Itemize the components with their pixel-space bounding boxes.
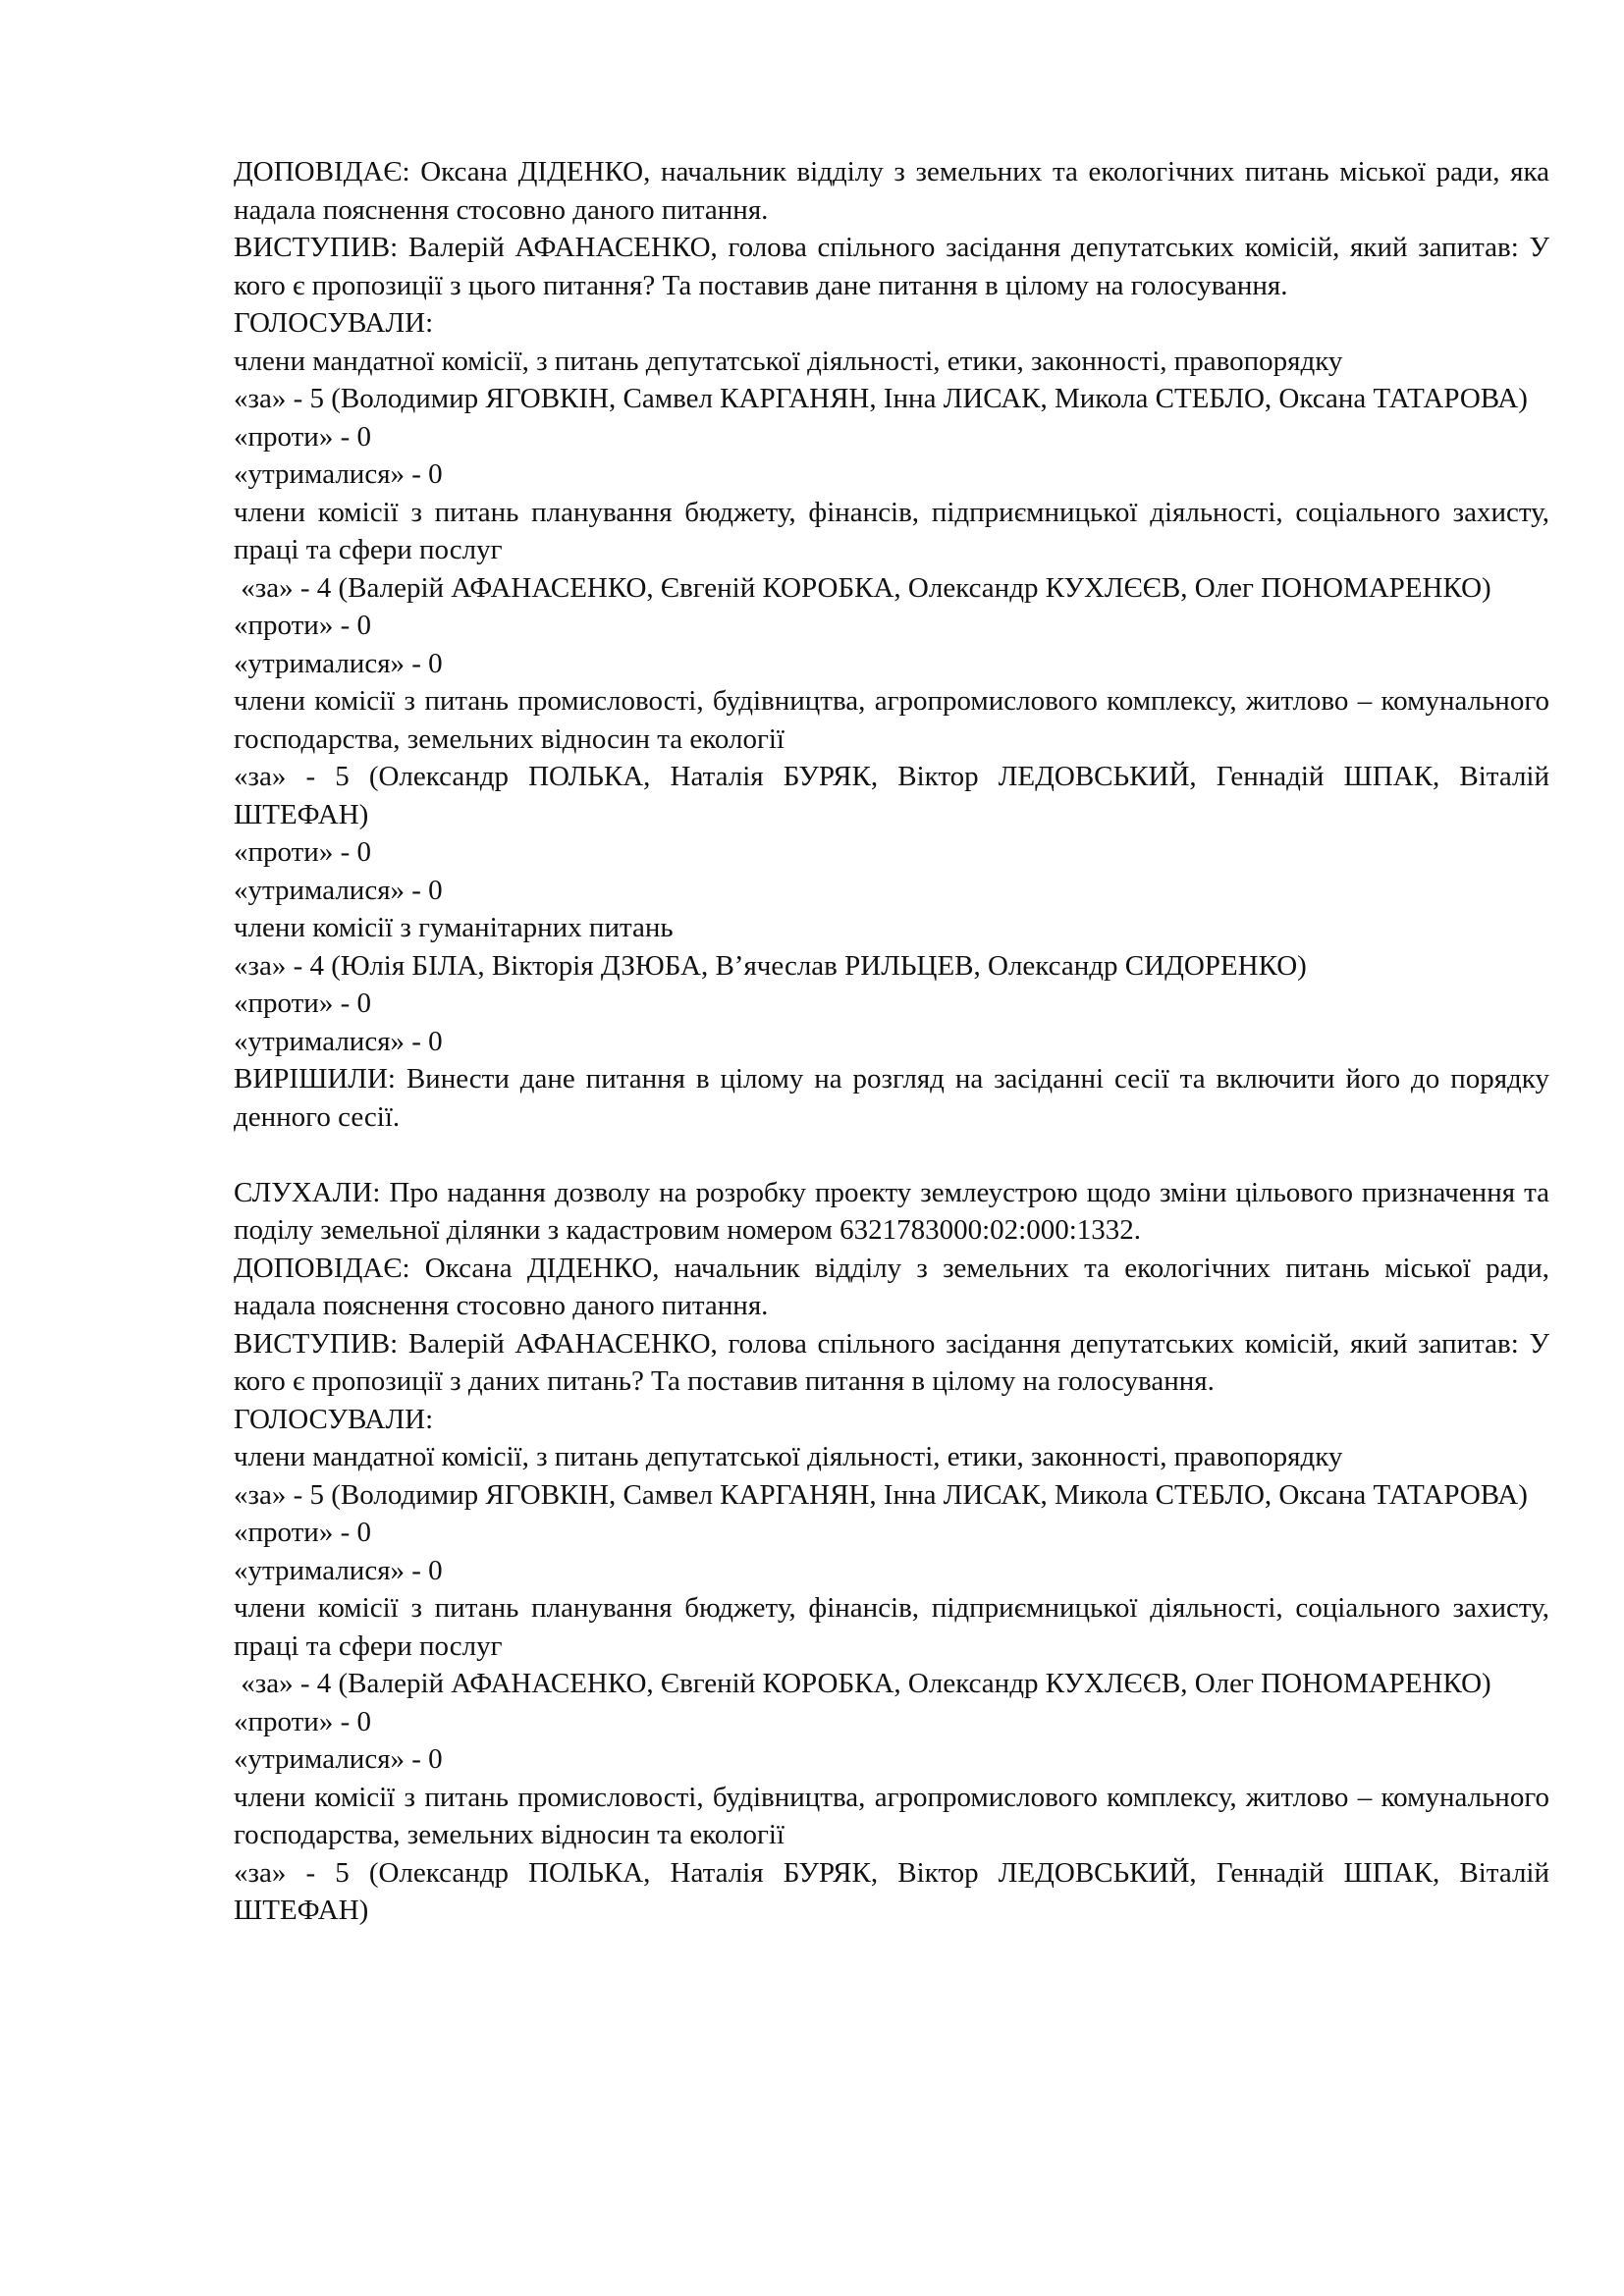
paragraph-votes-for-1a: «за» - 5 (Володимир ЯГОВКІН, Самвел КАРГАНЯН, Інна ЛИСАК, Микола СТЕБЛО, Оксана ТАТАРОВА)	[234, 383, 1528, 414]
paragraph-votes-abstained-1d: «утрималися» - 0	[234, 1025, 443, 1057]
paragraph-votes-abstained-1a: «утрималися» - 0	[234, 458, 443, 490]
paragraph-votes-against-1b: «проти» - 0	[234, 610, 371, 641]
paragraph-committee-humanitarian-1: члени комісії з гуманітарних питань	[234, 912, 674, 943]
paragraph-committee-industry-1: члени комісії з питань промисловості, будівництва, агропромислового комплексу, житлово – комунального господарства, земельних відносин та екології	[234, 685, 1557, 755]
paragraph-votes-for-2c: «за» - 5 (Олександр ПОЛЬКА, Наталія БУРЯК, Віктор ЛЕДОВСЬКИЙ, Геннадій ШПАК, Віталій ШТЕФАН)	[234, 1856, 1557, 1926]
paragraph-committee-mandate-1: члени мандатної комісії, з питань депутатської діяльності, етики, законності, правопорядку	[234, 345, 1343, 377]
paragraph-committee-industry-2: члени комісії з питань промисловості, будівництва, агропромислового комплексу, житлово – комунального господарства, земельних відносин та екології	[234, 1781, 1557, 1850]
paragraph-committee-budget-2: члени комісії з питань планування бюджету, фінансів, підприємницької діяльності, соціального захисту, праці та сфери послуг	[234, 1592, 1557, 1662]
document-body	[234, 153, 1557, 1930]
paragraph-votes-abstained-2a: «утрималися» - 0	[234, 1554, 443, 1586]
paragraph-votes-abstained-1c: «утрималися» - 0	[234, 874, 443, 906]
paragraph-votes-against-1c: «проти» - 0	[234, 836, 371, 868]
paragraph-voted-heading-2: ГОЛОСУВАЛИ:	[234, 1403, 434, 1435]
paragraph-votes-abstained-2b: «утрималися» - 0	[234, 1743, 443, 1775]
paragraph-votes-against-2a: «проти» - 0	[234, 1517, 371, 1548]
paragraph-votes-for-2b: «за» - 4 (Валерій АФАНАСЕНКО, Євгеній КОРОБКА, Олександр КУХЛЄЄВ, Олег ПОНОМАРЕНКО)	[234, 1668, 1491, 1699]
paragraph-committee-budget-1: члени комісії з питань планування бюджету, фінансів, підприємницької діяльності, соціального захисту, праці та сфери послуг	[234, 496, 1557, 565]
paragraph-speaker-1: ВИСТУПИВ: Валерій АФАНАСЕНКО, голова спільного засідання депутатських комісій, який запитав: У кого є пропозиції з цього питання? Та поставив дане питання в цілому на голосування.	[234, 232, 1557, 301]
paragraph-votes-against-1d: «проти» - 0	[234, 988, 371, 1019]
paragraph-votes-for-1b: «за» - 4 (Валерій АФАНАСЕНКО, Євгеній КОРОБКА, Олександр КУХЛЄЄВ, Олег ПОНОМАРЕНКО)	[234, 571, 1491, 604]
paragraph-votes-against-1a: «проти» - 0	[234, 420, 371, 453]
paragraph-votes-abstained-1b: «утрималися» - 0	[234, 647, 443, 679]
paragraph-votes-for-2a: «за» - 5 (Володимир ЯГОВКІН, Самвел КАРГАНЯН, Інна ЛИСАК, Микола СТЕБЛО, Оксана ТАТАРОВА)	[234, 1478, 1528, 1511]
paragraph-decision-1: ВИРІШИЛИ: Винести дане питання в цілому на розгляд на засіданні сесії та включити його до порядку денного сесії.	[234, 1063, 1557, 1133]
paragraph-reporter-2: ДОПОВІДАЄ: Оксана ДІДЕНКО, начальник відділу з земельних та екологічних питань міської ради, надала пояснення стосовно даного питання.	[234, 1252, 1557, 1321]
paragraph-votes-for-1d: «за» - 4 (Юлія БІЛА, Вікторія ДЗЮБА, В’ячеслав РИЛЬЦЕВ, Олександр СИДОРЕНКО)	[234, 949, 1307, 982]
paragraph-heard-2: СЛУХАЛИ: Про надання дозволу на розробку проекту землеустрою щодо зміни цільового призначення та поділу земельної ділянки з кадастровим номером 6321783000:02:000:1332.	[234, 1176, 1557, 1246]
paragraph-committee-mandate-2: члени мандатної комісії, з питань депутатської діяльності, етики, законності, правопорядку	[234, 1441, 1343, 1472]
paragraph-voted-heading-1: ГОЛОСУВАЛИ:	[234, 307, 434, 339]
paragraph-reporter-1: ДОПОВІДАЄ: Оксана ДІДЕНКО, начальник відділу з земельних та екологічних питань міської ради, яка надала пояснення стосовно даного питання.	[234, 156, 1557, 226]
paragraph-speaker-2: ВИСТУПИВ: Валерій АФАНАСЕНКО, голова спільного засідання депутатських комісій, який запитав: У кого є пропозиції з даних питань? Та поставив питання в цілому на голосування.	[234, 1327, 1557, 1397]
paragraph-votes-for-1c: «за» - 5 (Олександр ПОЛЬКА, Наталія БУРЯК, Віктор ЛЕДОВСЬКИЙ, Геннадій ШПАК, Віталій ШТЕФАН)	[234, 761, 1557, 830]
paragraph-votes-against-2b: «проти» - 0	[234, 1705, 371, 1737]
paragraph-spacer	[234, 1136, 1549, 1174]
